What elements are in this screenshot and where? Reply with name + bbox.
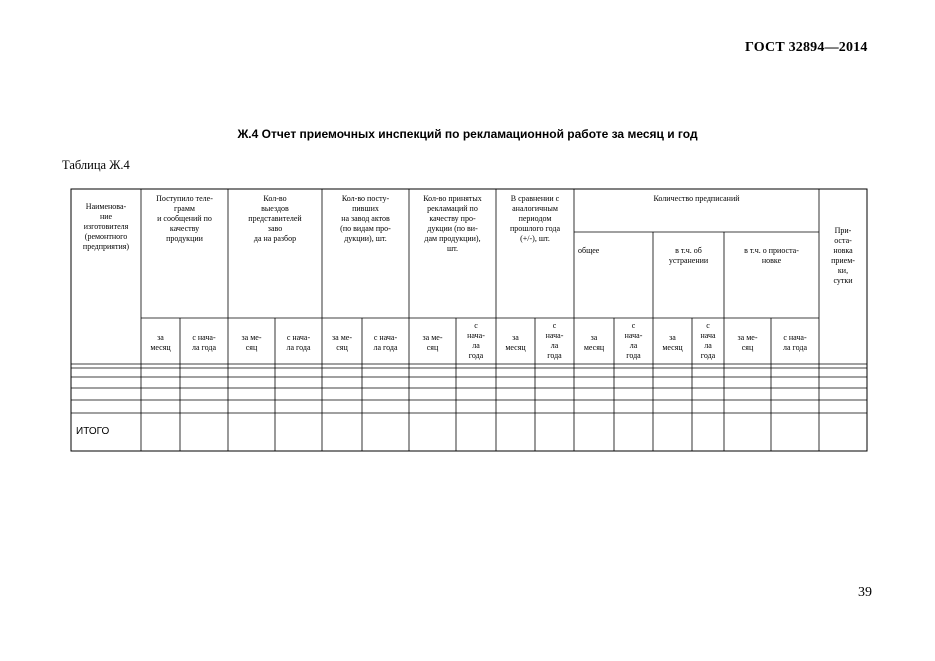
period-month: за ме- сяц — [737, 333, 758, 352]
period-month: за месяц — [150, 333, 171, 352]
subheader-suspension: в т.ч. о приоста- новке — [744, 246, 799, 265]
header-manufacturer-name: Наименова- ние изготовителя (ремонтного предприятия) — [82, 202, 130, 251]
period-month: за месяц — [583, 333, 605, 352]
period-month: за месяц — [662, 333, 683, 352]
period-year: с нача- ла года — [191, 333, 216, 352]
header-acts-received: Кол-во посту- пивших на завод актов (по видам про- дукции), шт. — [340, 194, 391, 243]
period-year: с нача- ла года — [373, 333, 398, 352]
header-acceptance-suspension: При- оста- новка прием- ки, сутки — [831, 226, 855, 285]
period-year: с нача- ла года — [624, 321, 643, 360]
header-claims-accepted: Кол-во принятых рекламаций по качеству про- дукции (по ви- дам продукции), шт. — [423, 194, 482, 253]
period-year: с нача ла года — [700, 321, 716, 360]
period-year: с нача- ла года — [545, 321, 564, 360]
period-month: за ме- сяц — [332, 333, 352, 352]
subheader-total: общее — [578, 246, 600, 255]
table-label: Таблица Ж.4 — [62, 158, 130, 172]
period-year: с нача- ла года — [286, 333, 311, 352]
subheader-elimination: в т.ч. об устранении — [668, 246, 709, 265]
header-orders-count: Количество предписаний — [653, 194, 740, 203]
header-telegrams-received: Поступило теле- грамм и сообщений по качеству продукции — [156, 194, 213, 243]
period-month: за месяц — [505, 333, 526, 352]
period-year: с нача- ла года — [467, 321, 485, 360]
total-row-label: ИТОГО — [76, 426, 110, 437]
period-month: за ме- сяц — [241, 333, 262, 352]
period-year: с нача- ла года — [782, 333, 807, 352]
header-representative-visits: Кол-во выездов представителей заво да на разбор — [248, 194, 302, 243]
document-heading: Ж.4 Отчет приемочных инспекций по рекламационной работе за месяц и год — [237, 127, 698, 141]
standard-number: ГОСТ 32894—2014 — [745, 40, 868, 55]
page-number: 39 — [858, 585, 872, 600]
period-month: за ме- сяц — [422, 333, 443, 352]
header-yearly-comparison: В сравнении с аналогичным периодом прошлого года (+/-), шт. — [510, 194, 560, 243]
